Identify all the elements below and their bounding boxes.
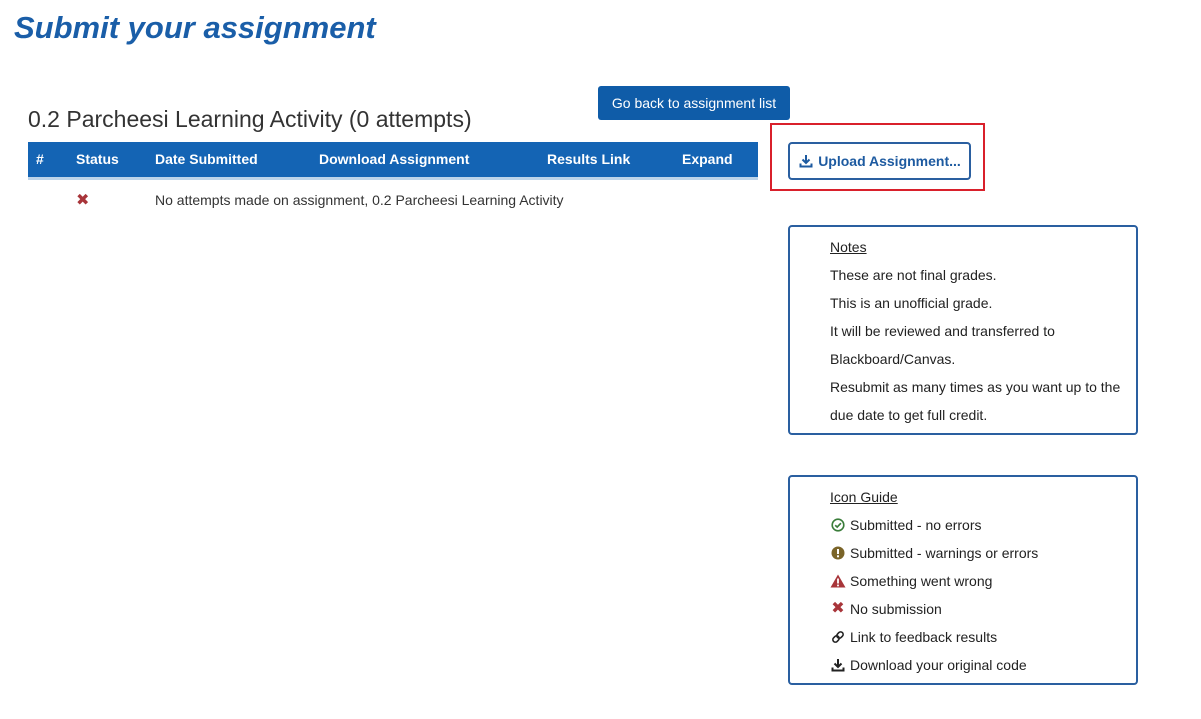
notes-line: This is an unofficial grade.	[830, 295, 993, 311]
icon-guide-item	[830, 567, 1126, 595]
check-circle-icon	[830, 518, 846, 532]
icon-guide-label: No submission	[850, 601, 942, 617]
table-row	[28, 178, 758, 220]
icon-guide-item	[830, 651, 1126, 679]
icon-guide-heading: Icon Guide	[830, 489, 898, 505]
header-status: Status	[68, 142, 147, 178]
icon-guide-item	[830, 595, 1126, 623]
icon-guide-label: Download your original code	[850, 657, 1027, 673]
download-icon	[798, 154, 814, 168]
icon-guide-label: Something went wrong	[850, 573, 993, 589]
link-icon	[830, 630, 846, 644]
row-status-cell	[68, 178, 147, 220]
notes-line: These are not final grades.	[830, 267, 997, 283]
notes-line: Resubmit as many times as you want up to the	[830, 379, 1121, 395]
header-date-submitted: Date Submitted	[147, 142, 311, 178]
icon-guide-item	[830, 511, 1126, 539]
header-results-link: Results Link	[539, 142, 674, 178]
row-number-cell	[28, 178, 68, 220]
notes-line: It will be reviewed and transferred to	[830, 323, 1055, 339]
x-icon: ✖	[831, 600, 845, 617]
activity-title: 0.2 Parcheesi Learning Activity (0 attempts)	[28, 106, 472, 132]
notes-line: Blackboard/Canvas.	[830, 351, 956, 367]
icon-guide-label: Submitted - no errors	[850, 517, 982, 533]
icon-guide-label: Link to feedback results	[850, 629, 998, 645]
header-number: #	[28, 142, 68, 178]
header-expand: Expand	[674, 142, 758, 178]
no-attempts-message: No attempts made on assignment, 0.2 Parcheesi Learning Activity	[155, 191, 564, 208]
header-download-assignment: Download Assignment	[311, 142, 539, 178]
table-header-row	[28, 142, 758, 178]
download-icon	[830, 658, 846, 672]
x-icon: ✖	[76, 191, 90, 209]
upload-assignment-label: Upload Assignment...	[818, 153, 961, 169]
attempts-table	[28, 142, 758, 220]
icon-guide-label: Submitted - warnings or errors	[850, 545, 1039, 561]
icon-guide-item	[830, 623, 1126, 651]
warning-triangle-icon	[830, 574, 846, 588]
notes-heading: Notes	[830, 239, 867, 255]
upload-assignment-button[interactable]	[788, 142, 971, 180]
notes-panel	[788, 225, 1138, 435]
exclamation-circle-icon	[830, 546, 846, 560]
icon-guide-item	[830, 539, 1126, 567]
back-to-assignment-list-button[interactable]: Go back to assignment list	[598, 86, 790, 120]
icon-guide-panel	[788, 475, 1138, 685]
notes-line: due date to get full credit.	[830, 407, 988, 423]
page-title: Submit your assignment	[14, 10, 376, 45]
